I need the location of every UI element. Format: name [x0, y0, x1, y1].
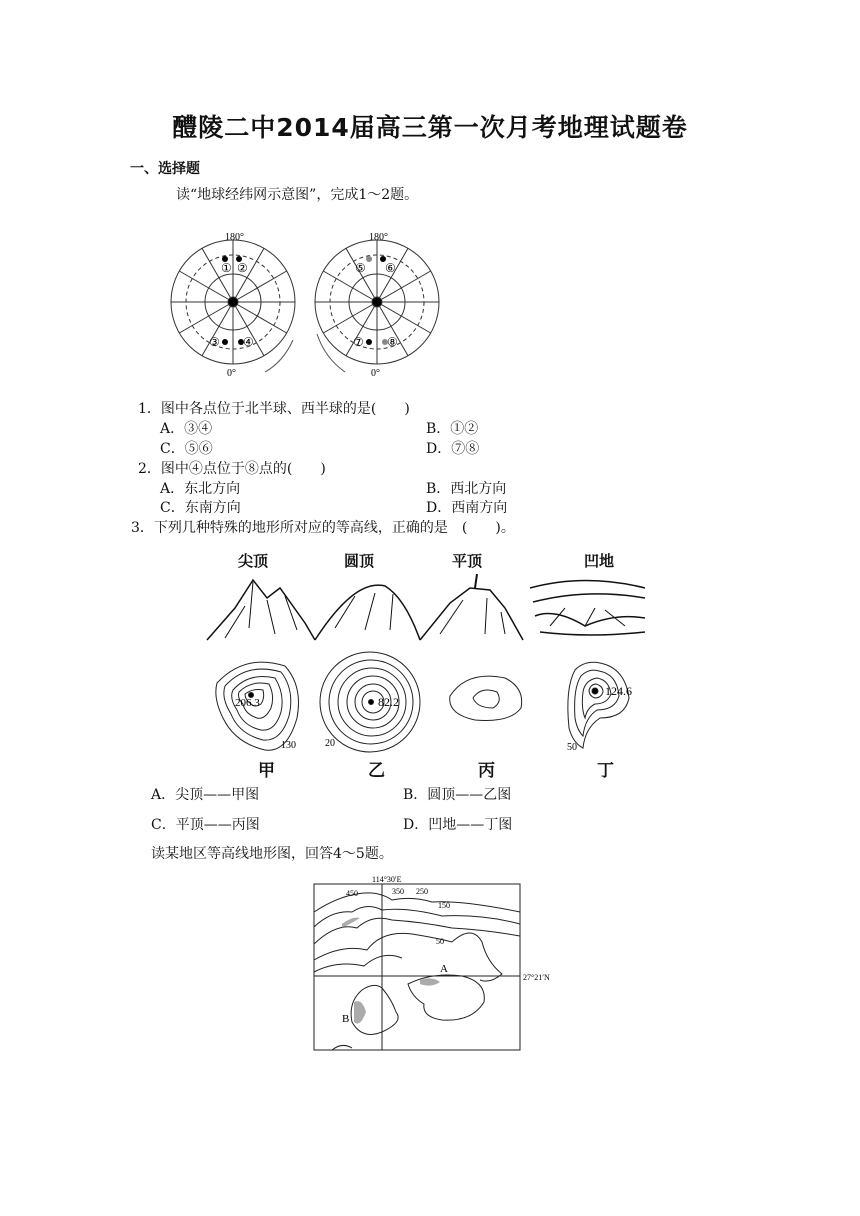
topographic-map — [312, 872, 562, 1054]
right-polar-diagram — [315, 240, 439, 364]
q2-stem: 2．图中④点位于⑧点的( ) — [138, 461, 326, 477]
landform-contour-figure — [205, 568, 650, 768]
q3-option-b[interactable]: B．圆顶——乙图 — [403, 787, 512, 803]
contour-bing — [450, 676, 522, 720]
contour-250: 250 — [416, 887, 428, 896]
section-heading: 一、选择题 — [130, 161, 200, 177]
point-2: ② — [237, 261, 248, 275]
contour-yi — [320, 652, 420, 752]
left-top-label: 180° — [225, 232, 244, 243]
landform-label-pointed: 尖顶 — [238, 552, 269, 570]
yi-base-value: 20 — [325, 738, 335, 749]
mountain-sketches — [207, 574, 645, 640]
contour-350: 350 — [392, 887, 404, 896]
intro-q1-2: 读“地球经纬网示意图”，完成1～2题。 — [176, 187, 419, 203]
contour-150: 150 — [438, 901, 450, 910]
contour-label-jia: 甲 — [258, 761, 275, 781]
q1-option-b[interactable]: B．①② — [426, 421, 479, 437]
ding-peak-value: 124.6 — [605, 684, 632, 698]
intro-q4-5: 读某地区等高线地形图，回答4～5题。 — [151, 846, 393, 862]
contour-label-bing: 丙 — [478, 761, 495, 781]
q3-option-a[interactable]: A．尖顶——甲图 — [151, 787, 260, 803]
page-title: 醴陵二中2014届高三第一次月考地理试题卷 — [172, 113, 688, 142]
contour-label-yi: 乙 — [368, 761, 385, 781]
left-bottom-label: 0° — [227, 368, 236, 379]
jia-peak-value: 206.3 — [235, 697, 260, 709]
q3-option-c[interactable]: C．平顶——丙图 — [151, 817, 260, 833]
q1-option-c[interactable]: C．⑤⑥ — [160, 441, 213, 457]
point-6: ⑥ — [385, 261, 396, 275]
q1-stem: 1．图中各点位于北半球、西半球的是( ) — [138, 401, 410, 417]
contour-ding — [568, 662, 629, 748]
q2-option-d[interactable]: D．西南方向 — [426, 500, 508, 516]
point-5: ⑤ — [355, 261, 366, 275]
ding-base-value: 50 — [567, 742, 577, 753]
rotation-arrow-right — [317, 334, 345, 372]
point-4: ④ — [243, 335, 254, 349]
jia-base-value: 130 — [281, 740, 296, 751]
right-bottom-label: 0° — [371, 368, 380, 379]
left-polar-diagram — [171, 240, 295, 364]
point-7: ⑦ — [353, 335, 364, 349]
landform-label-flat: 平顶 — [452, 552, 483, 570]
contour-label-ding: 丁 — [597, 761, 614, 781]
right-top-label: 180° — [369, 232, 388, 243]
q2-option-b[interactable]: B．西北方向 — [426, 481, 507, 497]
contour-450: 450 — [346, 889, 358, 898]
point-a: A — [440, 963, 448, 975]
q1-option-a[interactable]: A．③④ — [160, 421, 213, 437]
point-1: ① — [221, 261, 232, 275]
rotation-arrow-left — [265, 340, 293, 372]
point-8: ⑧ — [387, 335, 398, 349]
q2-option-a[interactable]: A．东北方向 — [160, 481, 241, 497]
q2-option-c[interactable]: C．东南方向 — [160, 500, 241, 516]
longitude-label: 114°30′E — [372, 875, 402, 884]
point-b: B — [342, 1013, 350, 1025]
map-contours — [314, 893, 520, 1050]
q3-option-d[interactable]: D．凹地——丁图 — [403, 817, 513, 833]
q3-stem: 3．下列几种特殊的地形所对应的等高线，正确的是 ( )。 — [131, 520, 515, 536]
contour-50: 50 — [436, 937, 444, 946]
latitude-label: 27°21′N — [523, 973, 550, 982]
landform-label-depression: 凹地 — [584, 552, 615, 570]
yi-peak-value: 82.2 — [378, 695, 399, 709]
q1-option-d[interactable]: D．⑦⑧ — [426, 441, 480, 457]
polar-graticule-figure — [165, 222, 445, 382]
landform-label-round: 圆顶 — [344, 552, 375, 570]
map-hatching — [342, 918, 440, 1024]
point-3: ③ — [209, 335, 220, 349]
